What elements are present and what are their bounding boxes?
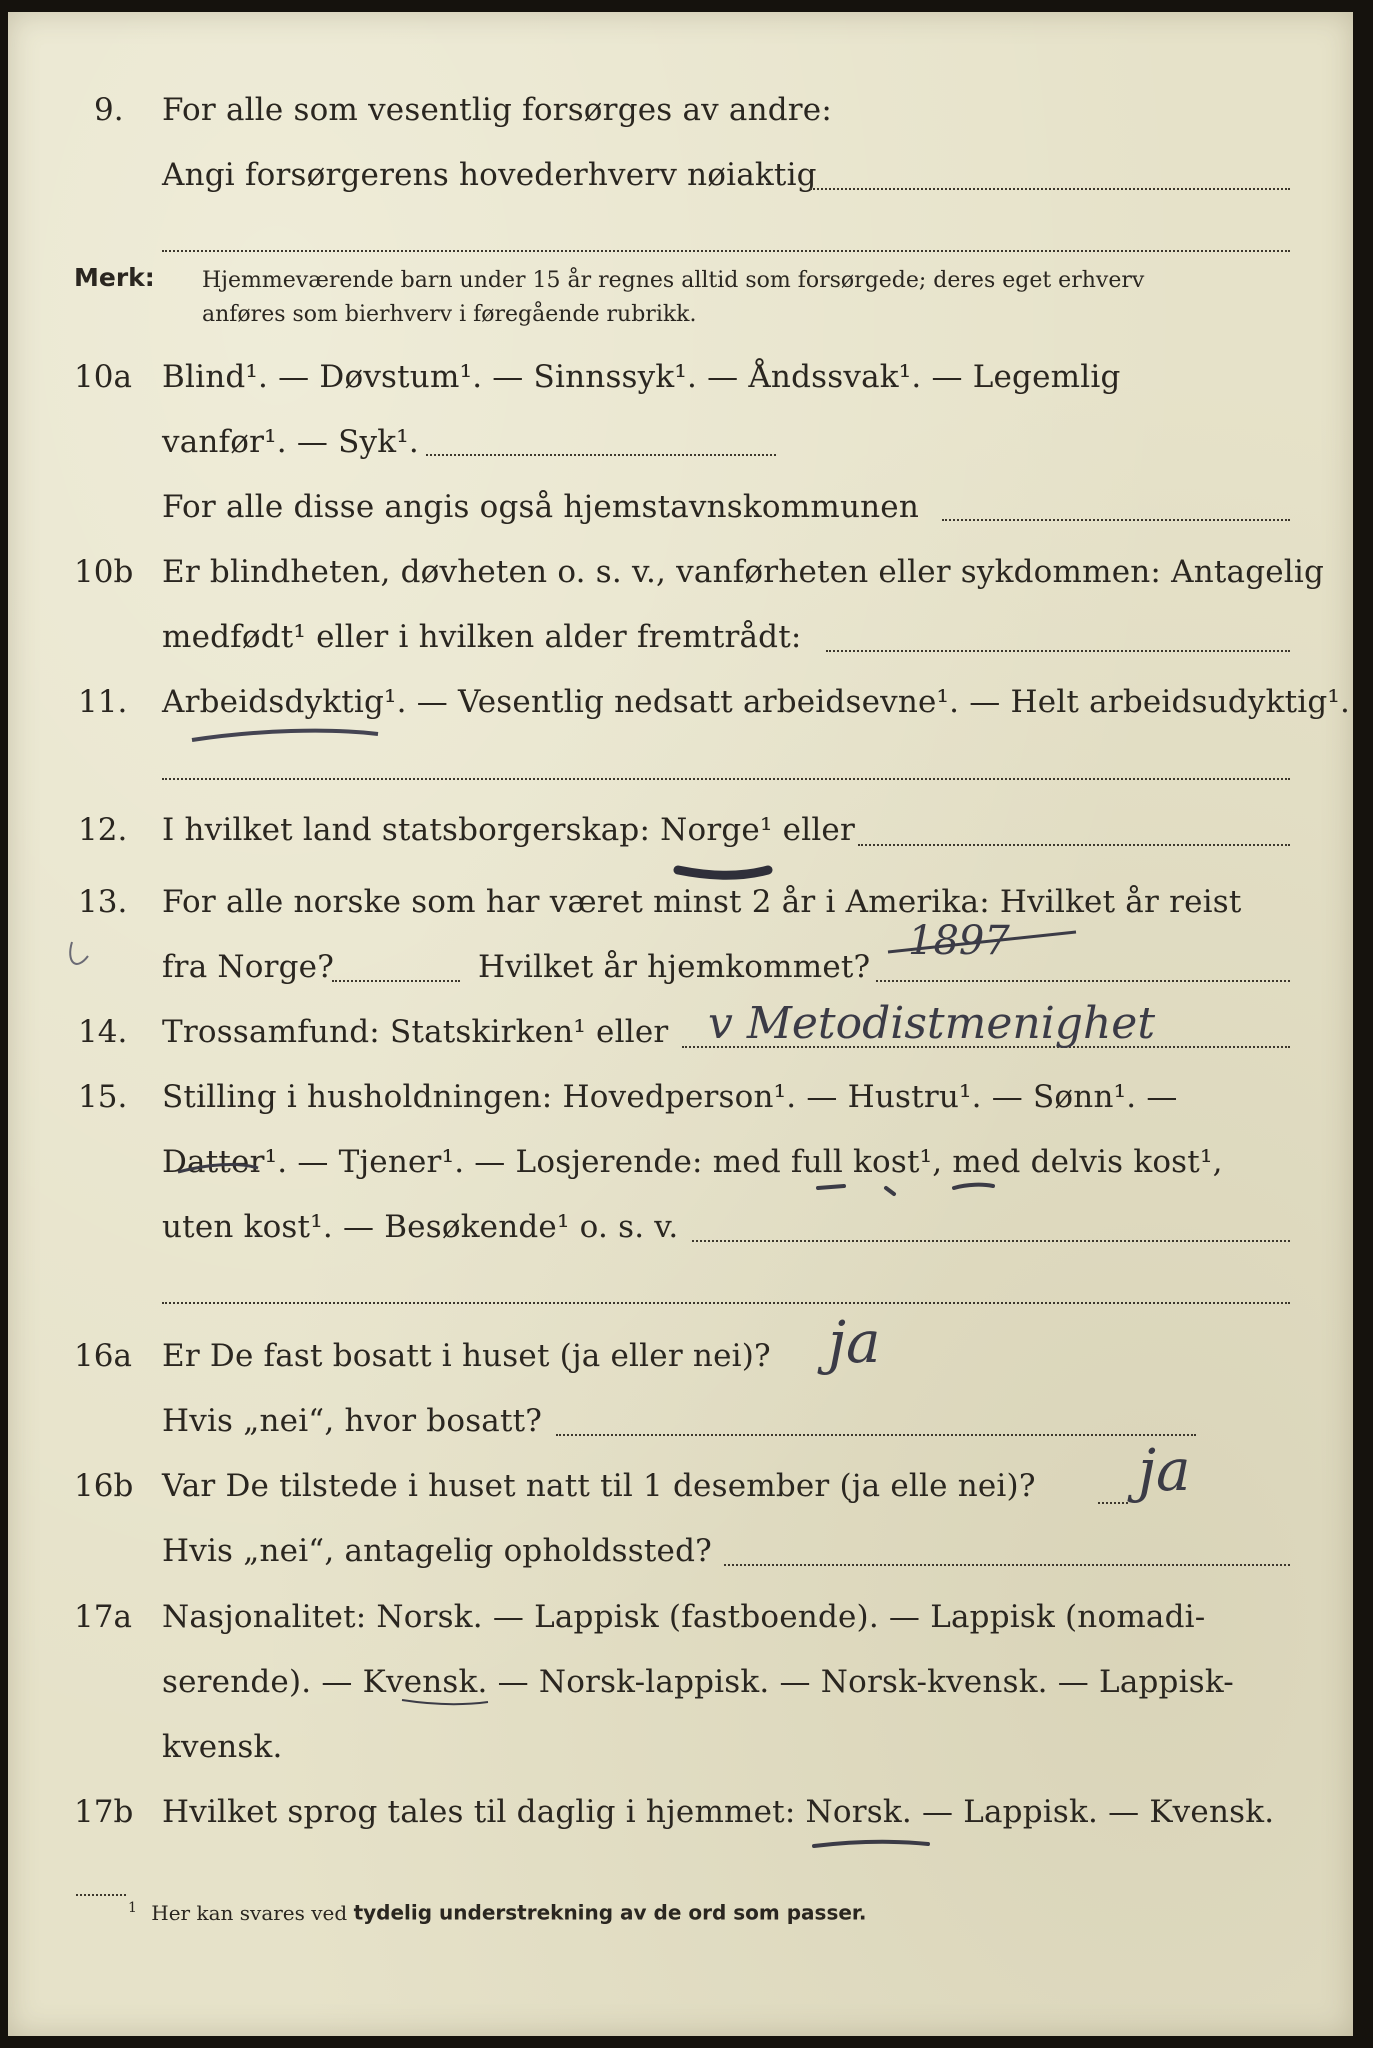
q15-line3: uten kost¹. — Besøkende¹ o. s. v. bbox=[162, 1209, 679, 1245]
q14-answer: v Metodistmenighet bbox=[708, 998, 1156, 1049]
footnote-marker: 1 bbox=[128, 1900, 137, 1916]
q15-line2: Datter¹. — Tjener¹. — Losjerende: med full kost¹, med delvis kost¹, bbox=[162, 1144, 1223, 1180]
margin-mark bbox=[70, 942, 88, 964]
q9-number: 9. bbox=[94, 92, 124, 128]
q16a-line2: Hvis „nei“, hvor bosatt? bbox=[162, 1403, 543, 1439]
q17a-line1: Nasjonalitet: Norsk. — Lappisk (fastboende). — Lappisk (nomadi- bbox=[162, 1599, 1206, 1635]
handwritten-marks bbox=[8, 12, 1353, 2036]
q14-line1: Trossamfund: Statskirken¹ eller bbox=[162, 1014, 669, 1050]
q10a-line3: For alle disse angis også hjemstavnskommunen bbox=[162, 489, 919, 525]
q13-line2b: Hvilket år hjemkommet? bbox=[478, 949, 871, 985]
q9-line1: For alle som vesentlig forsørges av andre: bbox=[162, 92, 832, 128]
q11-underline-mark bbox=[192, 731, 378, 740]
census-form-page bbox=[8, 12, 1353, 2036]
q17a-line3: kvensk. bbox=[162, 1729, 283, 1765]
q16b-number: 16b bbox=[74, 1468, 134, 1504]
q15-underline-marks bbox=[818, 1185, 993, 1194]
q17b-line1: Hvilket sprog tales til daglig i hjemmet: Norsk. — Lappisk. — Kvensk. bbox=[162, 1794, 1275, 1830]
q11-number: 11. bbox=[78, 684, 128, 720]
merk-line2: anføres som bierhverv i føregående rubrikk. bbox=[202, 302, 697, 327]
q10a-line2: vanfør¹. — Syk¹. bbox=[162, 424, 419, 460]
q17a-number: 17a bbox=[74, 1599, 132, 1635]
q16b-answer: ja bbox=[1138, 1436, 1191, 1504]
q12-line1: I hvilket land statsborgerskap: Norge¹ eller bbox=[162, 812, 855, 848]
footnote-text: Her kan svares ved bbox=[151, 1900, 348, 1925]
q17a-line2: serende). — Kvensk. — Norsk-lappisk. — Norsk-kvensk. — Lappisk- bbox=[162, 1664, 1234, 1700]
q13-strike-mark bbox=[888, 932, 1076, 952]
merk-label: Merk: bbox=[74, 263, 155, 292]
q10b-number: 10b bbox=[74, 554, 134, 590]
q10b-line2: medfødt¹ eller i hvilken alder fremtrådt: bbox=[162, 619, 802, 655]
q11-line1: Arbeidsdyktig¹. — Vesentlig nedsatt arbeidsevne¹. — Helt arbeidsudyktig¹. bbox=[162, 684, 1351, 720]
q10a-number: 10a bbox=[74, 359, 132, 395]
q12-number: 12. bbox=[78, 812, 128, 848]
q16a-answer: ja bbox=[828, 1308, 881, 1376]
q16b-line1: Var De tilstede i huset natt til 1 desember (ja elle nei)? bbox=[162, 1468, 1036, 1504]
q13-return-year: 1897 bbox=[908, 918, 1010, 964]
q16a-line1: Er De fast bosatt i huset (ja eller nei)? bbox=[162, 1338, 771, 1374]
q14-number: 14. bbox=[78, 1014, 128, 1050]
q15-line1: Stilling i husholdningen: Hovedperson¹. — Hustru¹. — Sønn¹. — bbox=[162, 1079, 1178, 1115]
q17b-number: 17b bbox=[74, 1794, 134, 1830]
q10a-line1: Blind¹. — Døvstum¹. — Sinnssyk¹. — Åndssvak¹. — Legemlig bbox=[162, 359, 1121, 395]
q12-underline-mark bbox=[678, 870, 768, 875]
q15-datter-strike bbox=[178, 1165, 258, 1172]
q17a-underline-mark bbox=[402, 1700, 488, 1704]
q17b-underline-mark bbox=[814, 1842, 928, 1846]
q13-number: 13. bbox=[78, 884, 128, 920]
q13-line1: For alle norske som har været minst 2 år i Amerika: Hvilket år reist bbox=[162, 884, 1242, 920]
merk-line1: Hjemmeværende barn under 15 år regnes alltid som forsørgede; deres eget erhverv bbox=[202, 268, 1145, 293]
q9-line2: Angi forsørgerens hovederhverv nøiaktig bbox=[162, 157, 817, 193]
q13-line2a: fra Norge? bbox=[162, 949, 335, 985]
q16b-line2: Hvis „nei“, antagelig opholdssted? bbox=[162, 1533, 712, 1569]
q10b-line1: Er blindheten, døvheten o. s. v., vanførheten eller sykdommen: Antagelig bbox=[162, 554, 1325, 590]
q15-number: 15. bbox=[78, 1079, 128, 1115]
q16a-number: 16a bbox=[74, 1338, 132, 1374]
footnote-bold-text: tydelig understrekning av de ord som passer. bbox=[353, 1900, 867, 1925]
